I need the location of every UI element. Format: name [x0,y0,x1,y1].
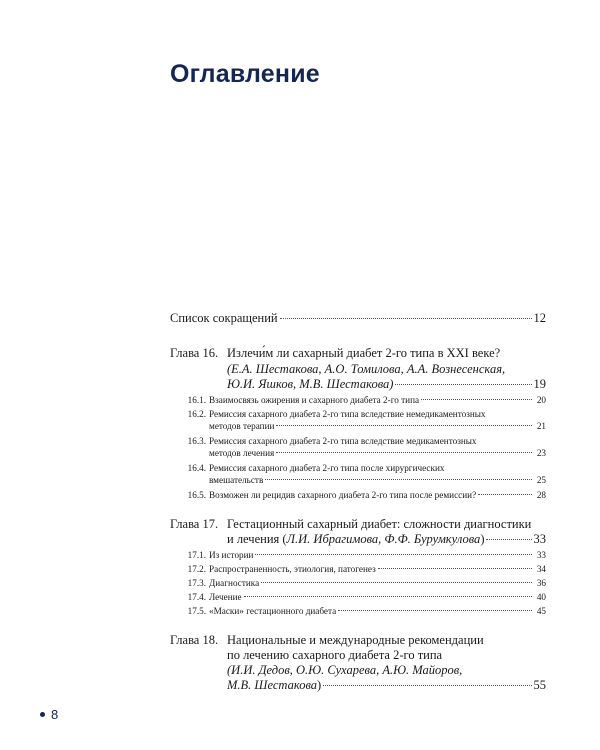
toc-entry-chapter-16[interactable] [227,377,546,392]
chapter-17-label: Глава 17. [170,517,219,531]
entry-page: 25 [536,475,546,485]
section-title[interactable]: Ремиссия сахарного диабета 2-го типа вследствие медикаментозных [209,436,477,446]
chapter-17-title-text: и лечения ( [227,532,287,546]
section-number: 16.4. [187,463,206,473]
entry-page: 21 [536,421,546,431]
section-title: Распространенность, этиология, патогенез [209,564,376,574]
section-title-cont: вмешательств [209,475,264,485]
toc-entry-section[interactable] [209,475,546,485]
entry-page: 28 [536,490,546,500]
section-title[interactable]: Ремиссия сахарного диабета 2-го типа вследствие немедикаментозных [209,409,486,419]
chapter-18-label: Глава 18. [170,633,219,647]
entry-page: 19 [533,377,546,391]
entry-page: 23 [536,448,546,458]
toc-entry-section[interactable] [209,448,546,458]
toc-entry-section[interactable] [209,606,546,616]
dot-leader [323,685,531,686]
dot-leader [265,479,532,480]
chapter-18-title[interactable]: Национальные и международные рекомендации [227,633,484,647]
toc-entry-abbreviations[interactable] [170,311,546,326]
section-number: 17.5. [187,606,206,616]
section-title: «Маски» гестационного диабета [209,606,337,616]
dot-leader [378,568,532,569]
chapter-18-paren: ) [317,678,322,692]
entry-page: 33 [533,532,546,546]
section-number: 16.5. [187,490,206,500]
dot-leader [338,610,532,611]
dot-leader [478,494,532,495]
dot-leader [255,554,532,555]
toc-entry-chapter-18[interactable] [227,678,546,693]
section-number: 17.4. [187,592,206,602]
chapter-18-authors: (И.И. Дедов, О.Ю. Сухарева, А.Ю. Майоров, [227,663,463,677]
section-title: Из истории [209,550,254,560]
entry-page: 36 [536,578,546,588]
section-number: 17.3. [187,578,206,588]
entry-page: 12 [533,311,546,325]
entry-page: 55 [533,678,546,692]
section-number: 16.3. [187,436,206,446]
chapter-16-label: Глава 16. [170,346,219,360]
section-number: 17.1. [187,550,206,560]
toc-entry-section[interactable] [209,564,546,574]
dot-leader [244,596,532,597]
toc-entry-chapter-17[interactable] [227,532,546,547]
entry-page: 20 [536,395,546,405]
chapter-17-paren: ) [480,532,485,546]
entry-page: 33 [536,550,546,560]
entry-page: 40 [536,592,546,602]
section-title: Лечение [209,592,242,602]
section-number: 16.2. [187,409,206,419]
section-title: Взаимосвязь ожирения и сахарного диабета 2-го типа [209,395,420,405]
dot-leader [276,425,532,426]
entry-page: 45 [536,606,546,616]
toc-entry-section[interactable] [209,592,546,602]
section-number: 17.2. [187,564,206,574]
chapter-17-authors: Л.И. Ибрагимова, Ф.Ф. Бурумкулова [286,532,481,546]
section-number: 16.1. [187,395,206,405]
chapter-16-authors-end: Ю.И. Яшков, М.В. Шестакова) [227,377,394,391]
section-title[interactable]: Ремиссия сахарного диабета 2-го типа после хирургических [209,463,445,473]
page-number-text: 8 [51,707,59,722]
toc-entry-section[interactable] [209,490,546,500]
toc-entry-section[interactable] [209,395,546,405]
section-title-cont: методов лечения [209,448,275,458]
page-number [40,707,58,722]
section-title: Диагностика [209,578,260,588]
dot-leader [421,399,532,400]
dot-leader [395,384,531,385]
chapter-17-title-cont [227,532,484,547]
dot-leader [280,318,532,319]
page-title: Оглавление [170,60,320,88]
section-title: Возможен ли рецидив сахарного диабета 2-го типа после ремиссии? [209,490,477,500]
entry-page: 34 [536,564,546,574]
chapter-16-authors: (Е.А. Шестакова, А.О. Томилова, А.А. Вознесенская, [227,362,506,376]
dot-leader [261,582,532,583]
entry-title: Список сокращений [170,311,278,325]
toc-entry-section[interactable] [209,578,546,588]
bullet-icon [40,712,45,717]
chapter-18-authors-last: М.В. Шестакова [227,678,318,692]
section-title-cont: методов терапии [209,421,275,431]
toc-entry-section[interactable] [209,421,546,431]
chapter-18-authors-end [227,678,321,693]
toc-entry-section[interactable] [209,550,546,560]
dot-leader [276,452,532,453]
chapter-16-title[interactable]: Излечи́м ли сахарный диабет 2-го типа в XXI веке? [227,346,501,360]
chapter-17-title[interactable]: Гестационный сахарный диабет: сложности диагностики [227,517,532,531]
chapter-18-title-cont: по лечению сахарного диабета 2-го типа [227,648,443,662]
dot-leader [486,539,531,540]
